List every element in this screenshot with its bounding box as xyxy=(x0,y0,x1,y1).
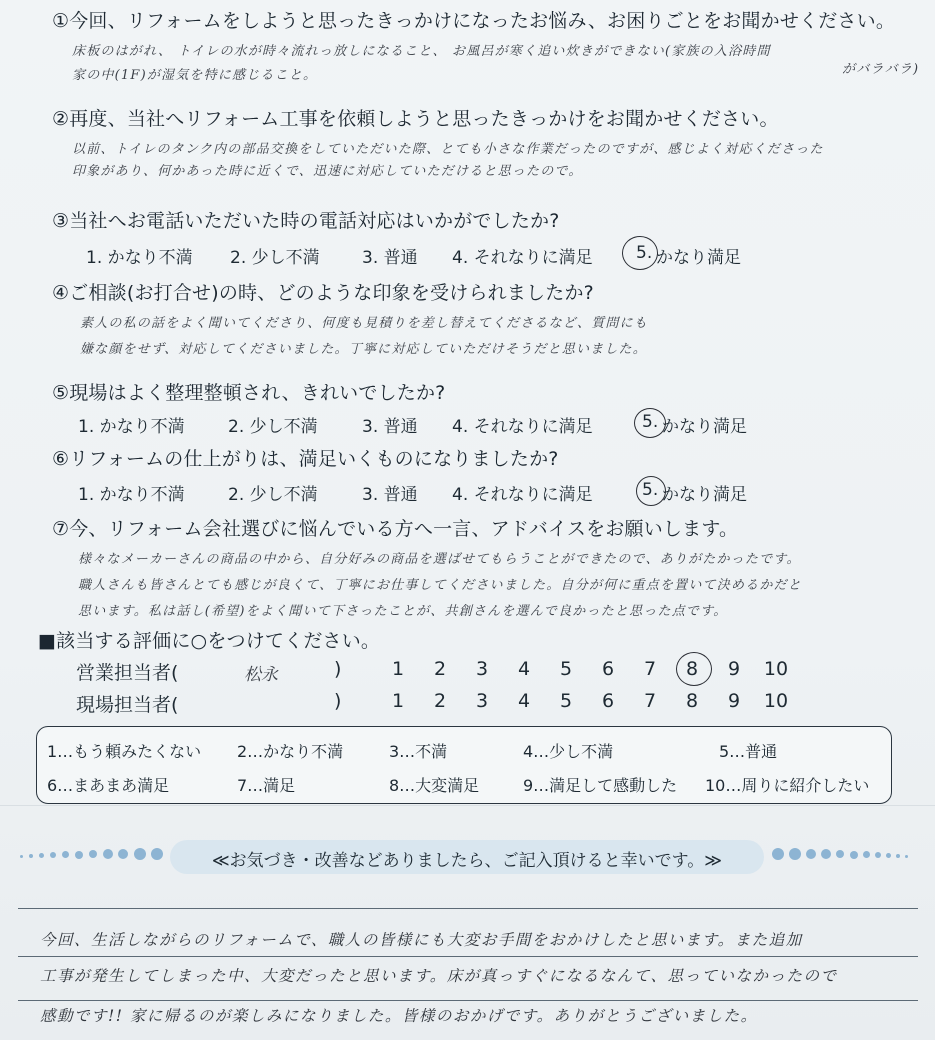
comment-banner xyxy=(170,840,764,874)
site-score-10: 10 xyxy=(763,690,789,712)
q1-answer-line-2: 家の中(1F)が湿気を特に感じること。 xyxy=(72,68,318,83)
sales-score-5: 5 xyxy=(559,658,573,680)
q5-selection-circle xyxy=(634,408,666,438)
q5-option-4: 4. それなりに満足 xyxy=(452,417,593,437)
q6-selection-circle xyxy=(636,476,666,506)
question-5-title: ⑤現場はよく整理整頓され、きれいでしたか? xyxy=(52,382,446,404)
q4-answer-line-1: 素人の私の話をよく聞いてくださり、何度も見積りを差し替えてくださるなど、質問にも xyxy=(80,316,649,331)
q6-option-3: 3. 普通 xyxy=(362,485,418,505)
q3-selection-circle xyxy=(622,236,658,270)
sales-score-9: 9 xyxy=(727,658,741,680)
q3-option-4: 4. それなりに満足 xyxy=(452,248,593,268)
site-label: 現場担当者( xyxy=(76,694,179,716)
legend-item-6: 6…まあまあ満足 xyxy=(47,776,170,795)
site-score-8: 8 xyxy=(685,690,699,712)
site-score-1: 1 xyxy=(391,690,405,712)
sales-score-2: 2 xyxy=(433,658,447,680)
site-rating-row xyxy=(76,690,816,718)
q7-answer-line-1: 様々なメーカーさんの商品の中から、自分好みの商品を選ばせてもらうことができたので、ありがたかったです。 xyxy=(78,552,801,567)
ruled-line-2 xyxy=(18,956,918,957)
q3-option-3: 3. 普通 xyxy=(362,248,418,268)
sales-person-name: 松永 xyxy=(244,665,278,685)
q6-option-5-number: 5. xyxy=(642,480,659,500)
legend-item-1: 1…もう頼みたくない xyxy=(47,742,202,761)
legend-item-10: 10…周りに紹介したい xyxy=(705,776,870,795)
site-close-paren: ) xyxy=(334,690,342,712)
site-score-4: 4 xyxy=(517,690,531,712)
q6-option-2: 2. 少し不満 xyxy=(228,485,318,505)
q6-options xyxy=(78,480,778,504)
q7-answer-line-2: 職人さんも皆さんとても感じが良くて、丁寧にお仕事してくださいました。自分が何に重点を置いて決めるかだと xyxy=(78,578,802,593)
ruled-line-1 xyxy=(18,908,918,909)
comment-line-2: 工事が発生してしまった中、大変だったと思います。床が真っすぐになるなんて、思っていなかったので xyxy=(40,967,838,985)
site-score-6: 6 xyxy=(601,690,615,712)
sales-score-6: 6 xyxy=(601,658,615,680)
site-score-5: 5 xyxy=(559,690,573,712)
sales-score-4: 4 xyxy=(517,658,531,680)
ruled-line-3 xyxy=(18,1000,918,1001)
q5-option-1: 1. かなり不満 xyxy=(78,417,185,437)
q6-option-4: 4. それなりに満足 xyxy=(452,485,593,505)
question-3-title: ③当社へお電話いただいた時の電話対応はいかがでしたか? xyxy=(52,210,560,232)
legend-item-3: 3…不満 xyxy=(389,742,448,761)
q5-option-5-number: 5. xyxy=(642,412,659,432)
sales-score-10: 10 xyxy=(763,658,789,680)
question-2-title: ②再度、当社へリフォーム工事を依頼しようと思ったきっかけをお聞かせください。 xyxy=(52,108,779,130)
site-score-2: 2 xyxy=(433,690,447,712)
legend-item-9: 9…満足して感動した xyxy=(523,776,678,795)
sales-selection-circle xyxy=(676,652,712,686)
rating-heading: ■該当する評価に○をつけてください。 xyxy=(38,630,381,652)
question-1-title: ①今回、リフォームをしようと思ったきっかけになったお悩み、お困りごとをお聞かせください。 xyxy=(52,10,896,32)
q6-option-1: 1. かなり不満 xyxy=(78,485,185,505)
q3-options xyxy=(86,243,786,267)
legend-item-5: 5…普通 xyxy=(719,742,778,761)
q5-option-3: 3. 普通 xyxy=(362,417,418,437)
q1-answer-line-1: 床板のはがれ、 トイレの水が時々流れっ放しになること、 お風呂が寒く追い炊きができない(家族の入浴時間 xyxy=(72,44,771,59)
rating-legend xyxy=(36,726,892,804)
q7-answer-line-3: 思います。私は話し(希望)をよく聞いて下さったことが、共創さんを選んで良かったと思った点です。 xyxy=(78,604,728,619)
sales-close-paren: ) xyxy=(334,658,342,680)
q5-options xyxy=(78,412,778,436)
sales-score-7: 7 xyxy=(643,658,657,680)
sales-label: 営業担当者( xyxy=(76,662,179,684)
site-score-9: 9 xyxy=(727,690,741,712)
comment-line-3: 感動です!! 家に帰るのが楽しみになりました。皆様のおかげです。ありがとうございました。 xyxy=(40,1007,758,1025)
legend-item-7: 7…満足 xyxy=(237,776,296,795)
q3-option-5-label: かなり満足 xyxy=(656,248,741,268)
q2-answer-line-2: 印象があり、何かあった時に近くで、迅速に対応していただけると思ったので。 xyxy=(72,164,583,179)
site-score-3: 3 xyxy=(475,690,489,712)
question-4-title: ④ご相談(お打合せ)の時、どのような印象を受けられましたか? xyxy=(52,282,594,304)
sales-score-1: 1 xyxy=(391,658,405,680)
legend-item-2: 2…かなり不満 xyxy=(237,742,344,761)
q2-answer-line-1: 以前、トイレのタンク内の部品交換をしていただいた際、とても小さな作業だったのですが、感じよく対応くださった xyxy=(72,142,824,157)
site-score-7: 7 xyxy=(643,690,657,712)
q5-option-5-label: かなり満足 xyxy=(662,417,747,437)
q4-answer-line-2: 嫌な顔をせず、対応してくださいました。丁寧に対応していただけそうだと思いました。 xyxy=(80,342,647,357)
q3-option-2: 2. 少し不満 xyxy=(230,248,320,268)
q6-option-5-label: かなり満足 xyxy=(662,485,747,505)
q3-option-1: 1. かなり不満 xyxy=(86,248,193,268)
q3-option-5-number: 5. xyxy=(636,243,653,263)
comment-line-1: 今回、生活しながらのリフォームで、職人の皆様にも大変お手間をおかけしたと思います。また追加 xyxy=(40,931,803,949)
question-7-title: ⑦今、リフォーム会社選びに悩んでいる方へ一言、アドバイスをお願いします。 xyxy=(52,518,739,540)
fold-line xyxy=(0,805,935,806)
comment-banner-text: ≪お気づき・改善などありましたら、ご記入頂けると幸いです。≫ xyxy=(211,851,723,871)
sales-score-3: 3 xyxy=(475,658,489,680)
legend-item-8: 8…大変満足 xyxy=(389,776,480,795)
legend-item-4: 4…少し不満 xyxy=(523,742,614,761)
sales-score-8: 8 xyxy=(685,658,699,680)
q5-option-2: 2. 少し不満 xyxy=(228,417,318,437)
q1-answer-line-3: がバラバラ) xyxy=(842,62,920,77)
question-6-title: ⑥リフォームの仕上がりは、満足いくものになりましたか? xyxy=(52,448,559,470)
